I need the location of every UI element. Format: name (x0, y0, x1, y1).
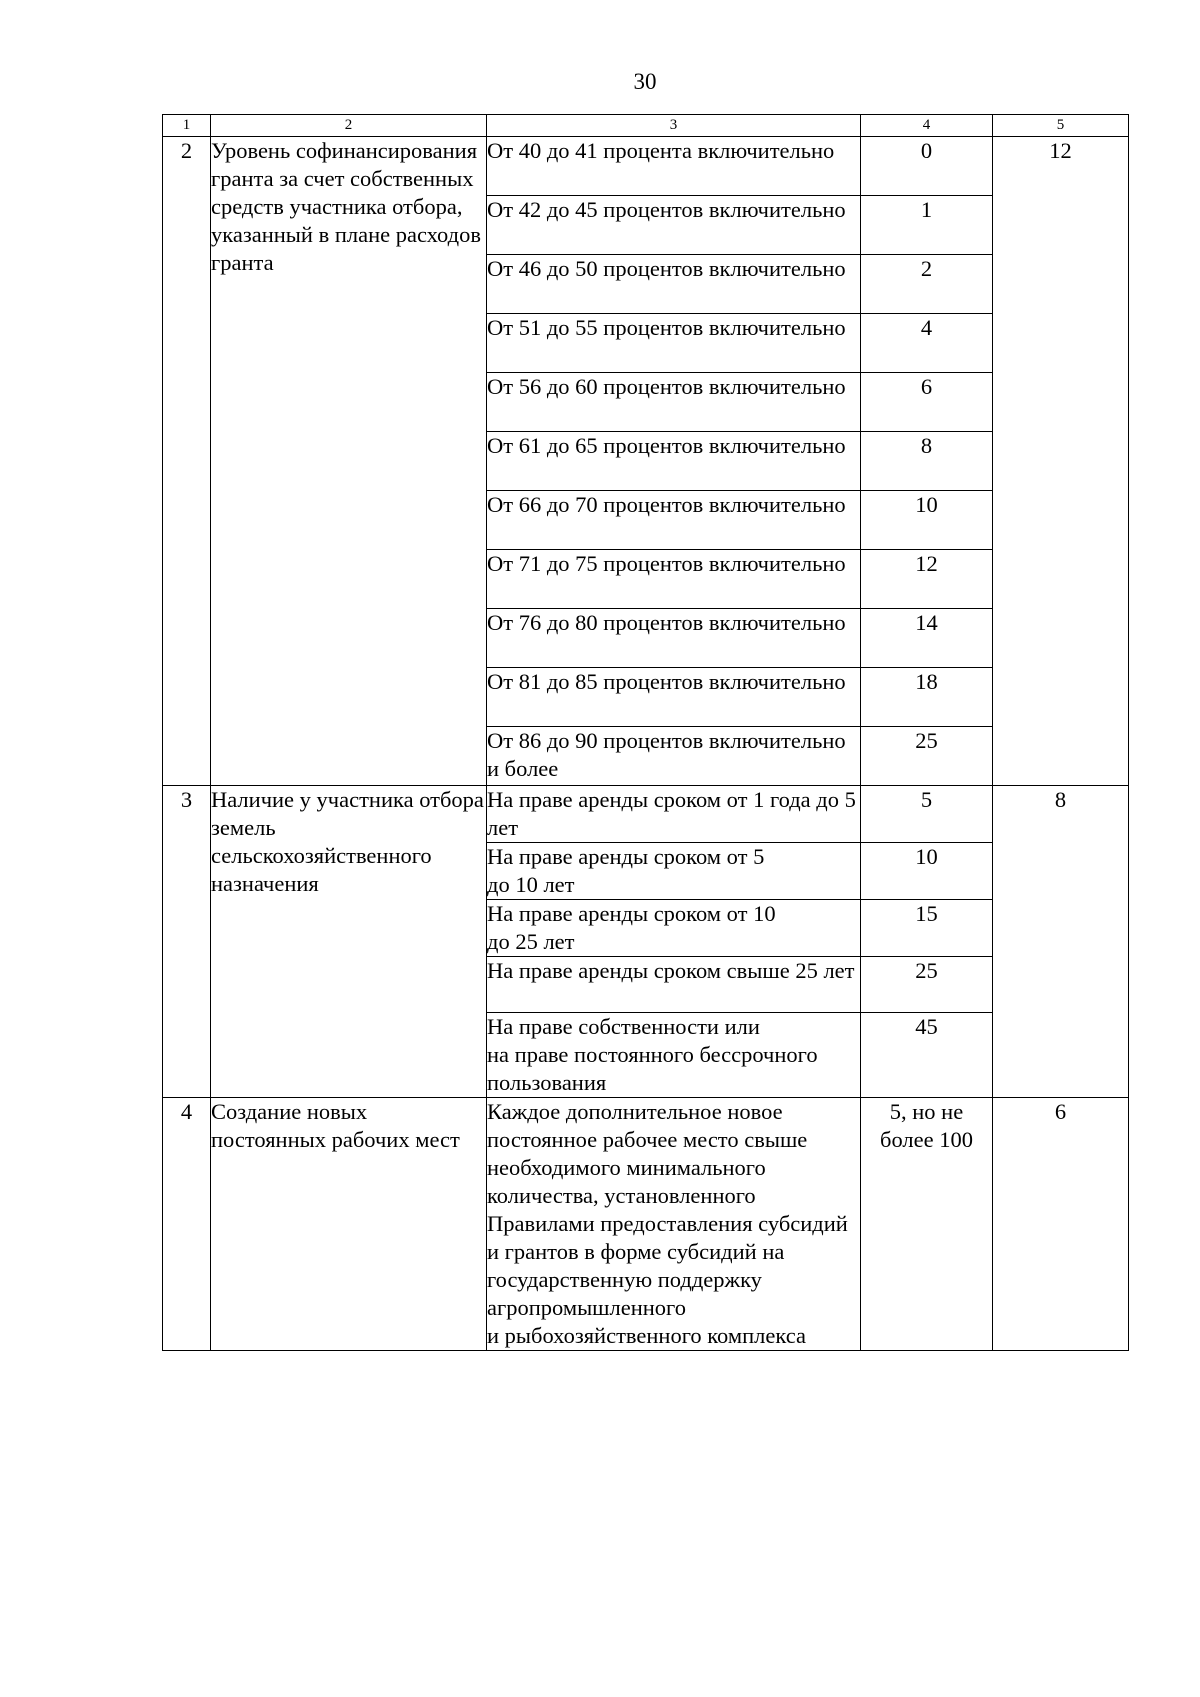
criterion-option: От 40 до 41 процента включительно (487, 137, 861, 196)
option-points: 12 (861, 550, 993, 609)
option-points: 15 (861, 900, 993, 957)
criterion-option: От 42 до 45 процентов включительно (487, 196, 861, 255)
criterion-option: От 46 до 50 процентов включительно (487, 255, 861, 314)
option-points: 2 (861, 255, 993, 314)
criterion-option-text: Каждое дополнительное новое постоянное рабочее место свыше необходимого минимального количества, установленного Правилами предоставления субсидий и грантов в форме субсидий на государственную поддержку агропромышленного и рыбохозяйственного комплекса (487, 1099, 848, 1348)
criterion-option: От 76 до 80 процентов включительно (487, 609, 861, 668)
option-points: 25 (861, 727, 993, 786)
criterion-option (487, 843, 861, 900)
column-number-4: 4 (861, 115, 993, 137)
criterion-number: 3 (163, 786, 211, 1098)
criterion-name: Наличие у участника отбора земель сельскохозяйственного назначения (211, 786, 487, 1098)
criterion-option: От 81 до 85 процентов включительно (487, 668, 861, 727)
option-points: 4 (861, 314, 993, 373)
criterion-option-text: На праве аренды сроком от 10 до 25 лет (487, 901, 776, 954)
column-number-3: 3 (487, 115, 861, 137)
criterion-option: От 86 до 90 процентов включительно и более (487, 727, 861, 786)
criterion-option: От 51 до 55 процентов включительно (487, 314, 861, 373)
option-points: 0 (861, 137, 993, 196)
criterion-option (487, 786, 861, 843)
criterion-option (487, 1098, 861, 1351)
option-points: 10 (861, 843, 993, 900)
criterion-option: От 56 до 60 процентов включительно (487, 373, 861, 432)
criterion-option: От 66 до 70 процентов включительно (487, 491, 861, 550)
criterion-option-text: На праве аренды сроком свыше 25 лет (487, 958, 855, 983)
criterion-number: 2 (163, 137, 211, 786)
criterion-option: От 71 до 75 процентов включительно (487, 550, 861, 609)
criterion-option-text: На праве аренды сроком от 1 года до 5 лет (487, 787, 856, 840)
criterion-option (487, 1013, 861, 1098)
option-points: 18 (861, 668, 993, 727)
option-points: 5, но не более 100 (861, 1098, 993, 1351)
option-points: 8 (861, 432, 993, 491)
column-number-1: 1 (163, 115, 211, 137)
criterion-option: От 61 до 65 процентов включительно (487, 432, 861, 491)
column-number-2: 2 (211, 115, 487, 137)
criterion-option (487, 900, 861, 957)
criterion-max-score: 8 (993, 786, 1129, 1098)
criteria-table (162, 114, 1129, 1351)
option-points: 1 (861, 196, 993, 255)
option-points: 10 (861, 491, 993, 550)
column-number-row (163, 115, 1129, 137)
criterion-max-score: 6 (993, 1098, 1129, 1351)
criterion-number: 4 (163, 1098, 211, 1351)
page-number: 30 (633, 69, 657, 94)
criterion-name: Уровень софинансирования гранта за счет собственных средств участника отбора, указанный в плане расходов гранта (211, 137, 487, 786)
option-points: 6 (861, 373, 993, 432)
criterion-option-text: На праве аренды сроком от 5 до 10 лет (487, 844, 765, 897)
criterion-name: Создание новых постоянных рабочих мест (211, 1098, 487, 1351)
criterion-max-score: 12 (993, 137, 1129, 786)
option-points: 14 (861, 609, 993, 668)
option-points: 45 (861, 1013, 993, 1098)
criterion-option (487, 957, 861, 1013)
table-row (163, 786, 1129, 843)
criterion-option-text: На праве собственности или на праве постоянного бессрочного пользования (487, 1014, 818, 1095)
option-points: 25 (861, 957, 993, 1013)
table-row (163, 137, 1129, 196)
column-number-5: 5 (993, 115, 1129, 137)
table-row (163, 1098, 1129, 1351)
option-points: 5 (861, 786, 993, 843)
